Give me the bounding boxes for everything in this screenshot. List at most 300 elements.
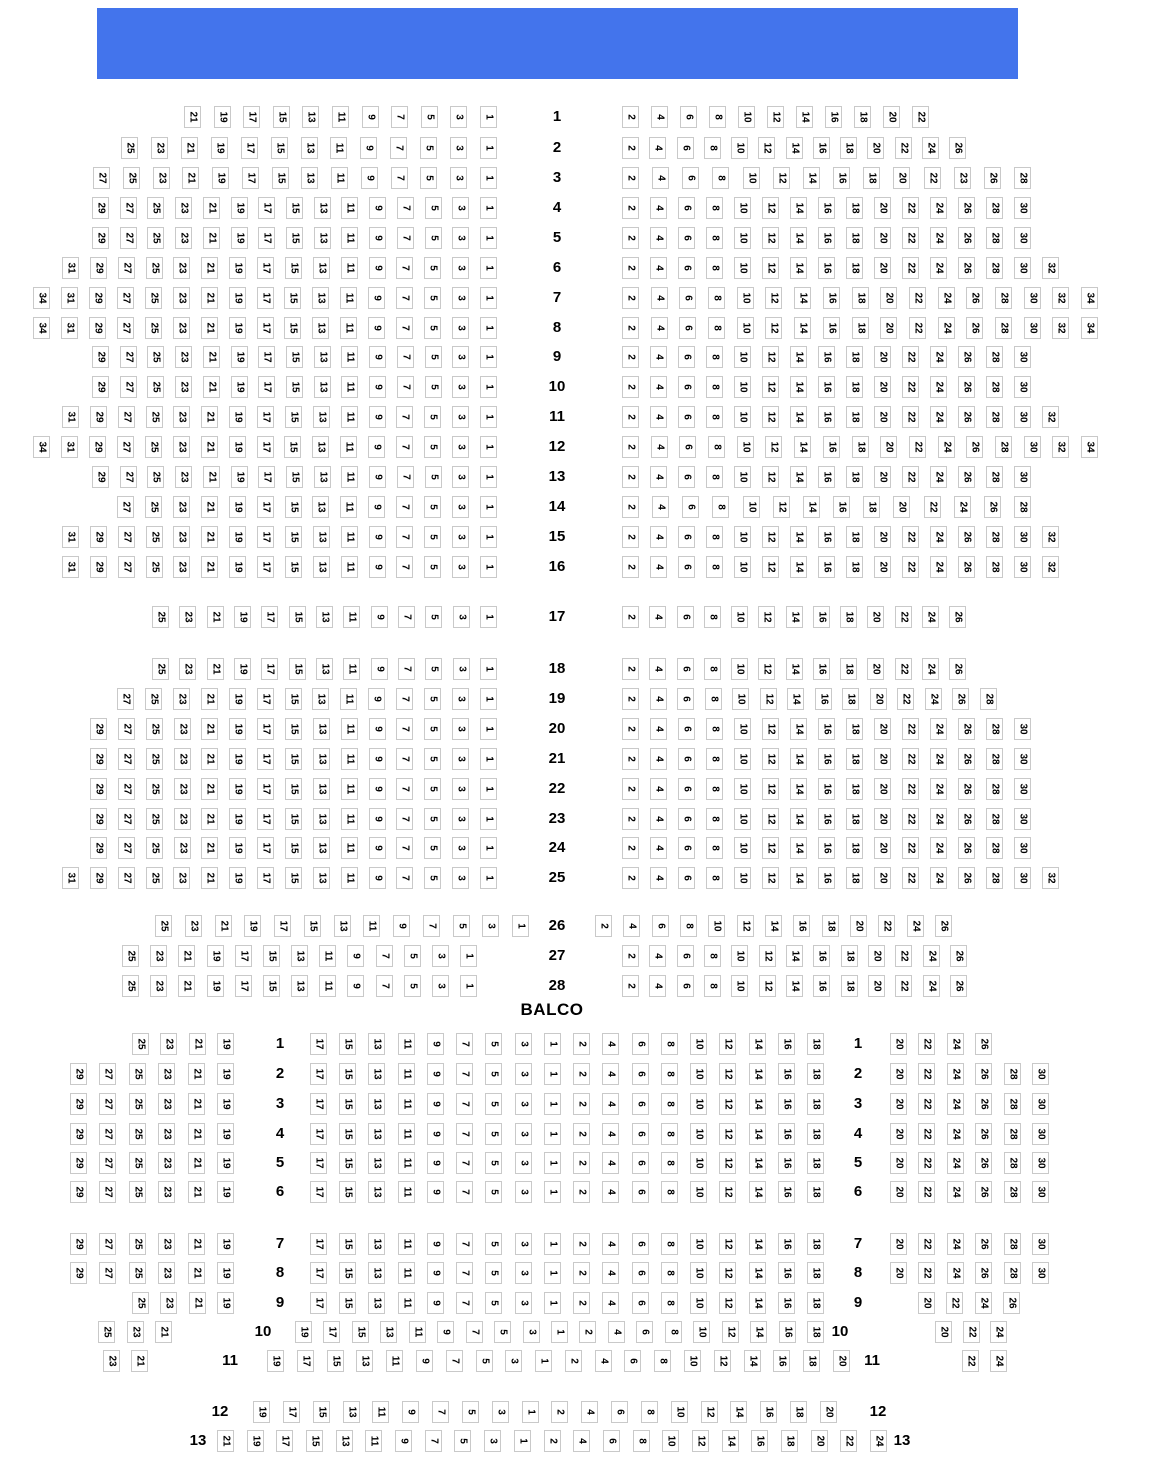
seat[interactable]: [765, 287, 782, 309]
seat[interactable]: [286, 346, 303, 368]
seat[interactable]: [314, 376, 331, 398]
seat[interactable]: [706, 778, 723, 800]
seat[interactable]: [201, 718, 218, 740]
seat[interactable]: [874, 466, 891, 488]
seat[interactable]: [930, 406, 947, 428]
seat[interactable]: [818, 748, 835, 770]
seat[interactable]: [749, 1181, 766, 1203]
seat[interactable]: [398, 1063, 415, 1085]
seat[interactable]: [90, 748, 107, 770]
seat[interactable]: [573, 1063, 590, 1085]
seat[interactable]: [902, 556, 919, 578]
seat[interactable]: [369, 837, 386, 859]
seat[interactable]: [339, 1063, 356, 1085]
seat[interactable]: [1014, 227, 1031, 249]
seat[interactable]: [263, 945, 280, 967]
seat[interactable]: [947, 1123, 964, 1145]
seat[interactable]: [846, 748, 863, 770]
seat[interactable]: [274, 915, 291, 937]
seat[interactable]: [146, 718, 163, 740]
seat[interactable]: [1014, 808, 1031, 830]
seat[interactable]: [731, 606, 748, 628]
seat[interactable]: [975, 1063, 992, 1085]
seat[interactable]: [661, 1292, 678, 1314]
seat[interactable]: [790, 748, 807, 770]
seat[interactable]: [316, 606, 333, 628]
seat[interactable]: [515, 1033, 532, 1055]
seat[interactable]: [263, 975, 280, 997]
seat[interactable]: [652, 915, 669, 937]
seat[interactable]: [117, 688, 134, 710]
seat[interactable]: [652, 167, 669, 189]
seat[interactable]: [291, 975, 308, 997]
seat[interactable]: [90, 808, 107, 830]
seat[interactable]: [1081, 317, 1098, 339]
seat[interactable]: [818, 406, 835, 428]
seat[interactable]: [313, 867, 330, 889]
seat[interactable]: [846, 376, 863, 398]
seat[interactable]: [595, 915, 612, 937]
seat[interactable]: [146, 867, 163, 889]
seat[interactable]: [90, 718, 107, 740]
seat[interactable]: [602, 1063, 619, 1085]
seat[interactable]: [786, 945, 803, 967]
seat[interactable]: [734, 718, 751, 740]
seat[interactable]: [341, 867, 358, 889]
seat[interactable]: [201, 257, 218, 279]
seat[interactable]: [622, 496, 639, 518]
seat[interactable]: [425, 1430, 442, 1452]
seat[interactable]: [404, 945, 421, 967]
seat[interactable]: [257, 556, 274, 578]
seat[interactable]: [184, 106, 201, 128]
seat[interactable]: [380, 1321, 397, 1343]
seat[interactable]: [173, 556, 190, 578]
seat[interactable]: [649, 606, 666, 628]
seat[interactable]: [790, 376, 807, 398]
seat[interactable]: [129, 1063, 146, 1085]
seat[interactable]: [1014, 376, 1031, 398]
seat[interactable]: [708, 287, 725, 309]
seat[interactable]: [947, 1093, 964, 1115]
seat[interactable]: [258, 466, 275, 488]
seat[interactable]: [480, 688, 497, 710]
seat[interactable]: [424, 718, 441, 740]
seat[interactable]: [874, 526, 891, 548]
seat[interactable]: [995, 436, 1012, 458]
seat[interactable]: [902, 197, 919, 219]
seat[interactable]: [203, 227, 220, 249]
seat[interactable]: [397, 466, 414, 488]
seat[interactable]: [313, 1401, 330, 1423]
seat[interactable]: [719, 1033, 736, 1055]
seat[interactable]: [678, 808, 695, 830]
seat[interactable]: [424, 496, 441, 518]
seat[interactable]: [680, 915, 697, 937]
seat[interactable]: [421, 106, 438, 128]
seat[interactable]: [765, 436, 782, 458]
seat[interactable]: [146, 406, 163, 428]
seat[interactable]: [790, 257, 807, 279]
seat[interactable]: [650, 556, 667, 578]
seat[interactable]: [818, 526, 835, 548]
seat[interactable]: [935, 915, 952, 937]
seat[interactable]: [314, 346, 331, 368]
seat[interactable]: [257, 688, 274, 710]
seat[interactable]: [975, 1262, 992, 1284]
seat[interactable]: [986, 466, 1003, 488]
seat[interactable]: [778, 1033, 795, 1055]
seat[interactable]: [650, 837, 667, 859]
seat[interactable]: [880, 436, 897, 458]
seat[interactable]: [778, 1292, 795, 1314]
seat[interactable]: [285, 718, 302, 740]
seat[interactable]: [258, 346, 275, 368]
seat[interactable]: [512, 915, 529, 937]
seat[interactable]: [762, 466, 779, 488]
seat[interactable]: [818, 867, 835, 889]
seat[interactable]: [807, 1233, 824, 1255]
seat[interactable]: [863, 167, 880, 189]
seat[interactable]: [762, 257, 779, 279]
seat[interactable]: [650, 466, 667, 488]
seat[interactable]: [930, 376, 947, 398]
seat[interactable]: [147, 197, 164, 219]
seat[interactable]: [146, 808, 163, 830]
seat[interactable]: [938, 317, 955, 339]
seat[interactable]: [796, 106, 813, 128]
seat[interactable]: [846, 466, 863, 488]
seat[interactable]: [986, 406, 1003, 428]
seat[interactable]: [211, 137, 228, 159]
seat[interactable]: [807, 1093, 824, 1115]
seat[interactable]: [818, 257, 835, 279]
seat[interactable]: [890, 1093, 907, 1115]
seat[interactable]: [423, 915, 440, 937]
seat[interactable]: [120, 227, 137, 249]
seat[interactable]: [632, 1123, 649, 1145]
seat[interactable]: [118, 257, 135, 279]
seat[interactable]: [301, 167, 318, 189]
seat[interactable]: [947, 1033, 964, 1055]
seat[interactable]: [118, 406, 135, 428]
seat[interactable]: [731, 975, 748, 997]
seat[interactable]: [122, 975, 139, 997]
seat[interactable]: [129, 1181, 146, 1203]
seat[interactable]: [257, 496, 274, 518]
seat[interactable]: [341, 526, 358, 548]
seat[interactable]: [396, 778, 413, 800]
seat[interactable]: [341, 556, 358, 578]
seat[interactable]: [902, 808, 919, 830]
seat[interactable]: [678, 346, 695, 368]
seat[interactable]: [174, 778, 191, 800]
seat[interactable]: [706, 406, 723, 428]
seat[interactable]: [314, 227, 331, 249]
seat[interactable]: [924, 496, 941, 518]
seat[interactable]: [840, 137, 857, 159]
seat[interactable]: [339, 1262, 356, 1284]
seat[interactable]: [313, 556, 330, 578]
seat[interactable]: [341, 257, 358, 279]
seat[interactable]: [786, 658, 803, 680]
seat[interactable]: [852, 287, 869, 309]
seat[interactable]: [285, 748, 302, 770]
seat[interactable]: [923, 975, 940, 997]
seat[interactable]: [1014, 748, 1031, 770]
seat[interactable]: [369, 748, 386, 770]
seat[interactable]: [708, 317, 725, 339]
seat[interactable]: [131, 1350, 148, 1372]
seat[interactable]: [103, 1350, 120, 1372]
seat[interactable]: [174, 748, 191, 770]
seat[interactable]: [522, 1401, 539, 1423]
seat[interactable]: [902, 227, 919, 249]
seat[interactable]: [650, 376, 667, 398]
seat[interactable]: [313, 718, 330, 740]
seat[interactable]: [778, 1181, 795, 1203]
seat[interactable]: [352, 1321, 369, 1343]
seat[interactable]: [120, 466, 137, 488]
seat[interactable]: [650, 257, 667, 279]
seat[interactable]: [868, 975, 885, 997]
seat[interactable]: [480, 227, 497, 249]
seat[interactable]: [515, 1181, 532, 1203]
seat[interactable]: [551, 1401, 568, 1423]
seat[interactable]: [719, 1123, 736, 1145]
seat[interactable]: [823, 436, 840, 458]
seat[interactable]: [146, 257, 163, 279]
seat[interactable]: [1024, 317, 1041, 339]
seat[interactable]: [749, 1093, 766, 1115]
seat[interactable]: [958, 466, 975, 488]
seat[interactable]: [188, 1233, 205, 1255]
seat[interactable]: [661, 1233, 678, 1255]
seat[interactable]: [963, 1321, 980, 1343]
seat[interactable]: [398, 1181, 415, 1203]
seat[interactable]: [257, 317, 274, 339]
seat[interactable]: [92, 376, 109, 398]
seat[interactable]: [573, 1262, 590, 1284]
seat[interactable]: [485, 1233, 502, 1255]
seat[interactable]: [895, 658, 912, 680]
seat[interactable]: [719, 1262, 736, 1284]
seat[interactable]: [261, 658, 278, 680]
seat[interactable]: [313, 808, 330, 830]
seat[interactable]: [706, 837, 723, 859]
seat[interactable]: [285, 496, 302, 518]
seat[interactable]: [341, 227, 358, 249]
seat[interactable]: [706, 556, 723, 578]
seat[interactable]: [456, 1152, 473, 1174]
seat[interactable]: [369, 556, 386, 578]
seat[interactable]: [918, 1093, 935, 1115]
seat[interactable]: [453, 915, 470, 937]
seat[interactable]: [602, 1233, 619, 1255]
seat[interactable]: [456, 1123, 473, 1145]
seat[interactable]: [396, 748, 413, 770]
seat[interactable]: [234, 606, 251, 628]
seat[interactable]: [907, 915, 924, 937]
seat[interactable]: [276, 1430, 293, 1452]
seat[interactable]: [690, 1152, 707, 1174]
seat[interactable]: [312, 688, 329, 710]
seat[interactable]: [340, 317, 357, 339]
seat[interactable]: [369, 406, 386, 428]
seat[interactable]: [813, 658, 830, 680]
seat[interactable]: [452, 317, 469, 339]
seat[interactable]: [867, 137, 884, 159]
seat[interactable]: [376, 975, 393, 997]
seat[interactable]: [595, 1350, 612, 1372]
seat[interactable]: [286, 376, 303, 398]
seat[interactable]: [425, 658, 442, 680]
seat[interactable]: [398, 1292, 415, 1314]
seat[interactable]: [677, 658, 694, 680]
seat[interactable]: [790, 346, 807, 368]
seat[interactable]: [654, 1350, 671, 1372]
seat[interactable]: [146, 748, 163, 770]
seat[interactable]: [92, 346, 109, 368]
seat[interactable]: [779, 1321, 796, 1343]
seat[interactable]: [480, 808, 497, 830]
seat[interactable]: [790, 526, 807, 548]
seat[interactable]: [734, 778, 751, 800]
seat[interactable]: [118, 556, 135, 578]
seat[interactable]: [731, 945, 748, 967]
seat[interactable]: [958, 808, 975, 830]
seat[interactable]: [286, 227, 303, 249]
seat[interactable]: [544, 1033, 561, 1055]
seat[interactable]: [602, 1292, 619, 1314]
seat[interactable]: [369, 718, 386, 740]
seat[interactable]: [201, 556, 218, 578]
seat[interactable]: [369, 257, 386, 279]
seat[interactable]: [396, 287, 413, 309]
seat[interactable]: [762, 867, 779, 889]
seat[interactable]: [229, 748, 246, 770]
seat[interactable]: [930, 466, 947, 488]
seat[interactable]: [602, 1181, 619, 1203]
seat[interactable]: [693, 1321, 710, 1343]
seat[interactable]: [790, 1401, 807, 1423]
seat[interactable]: [368, 688, 385, 710]
seat[interactable]: [842, 688, 859, 710]
seat[interactable]: [958, 837, 975, 859]
seat[interactable]: [339, 1292, 356, 1314]
seat[interactable]: [565, 1350, 582, 1372]
seat[interactable]: [897, 688, 914, 710]
seat[interactable]: [99, 1152, 116, 1174]
seat[interactable]: [661, 1033, 678, 1055]
seat[interactable]: [762, 227, 779, 249]
seat[interactable]: [121, 137, 138, 159]
seat[interactable]: [117, 496, 134, 518]
seat[interactable]: [217, 1033, 234, 1055]
seat[interactable]: [397, 227, 414, 249]
seat[interactable]: [175, 376, 192, 398]
seat[interactable]: [749, 1292, 766, 1314]
seat[interactable]: [173, 688, 190, 710]
seat[interactable]: [120, 346, 137, 368]
seat[interactable]: [622, 975, 639, 997]
seat[interactable]: [1014, 556, 1031, 578]
seat[interactable]: [425, 197, 442, 219]
seat[interactable]: [650, 526, 667, 548]
seat[interactable]: [188, 1063, 205, 1085]
seat[interactable]: [61, 287, 78, 309]
seat[interactable]: [677, 975, 694, 997]
seat[interactable]: [289, 606, 306, 628]
seat[interactable]: [446, 1350, 463, 1372]
seat[interactable]: [818, 197, 835, 219]
seat[interactable]: [661, 1262, 678, 1284]
seat[interactable]: [706, 197, 723, 219]
seat[interactable]: [1032, 1181, 1049, 1203]
seat[interactable]: [807, 1123, 824, 1145]
seat[interactable]: [846, 257, 863, 279]
seat[interactable]: [823, 287, 840, 309]
seat[interactable]: [456, 1063, 473, 1085]
seat[interactable]: [285, 778, 302, 800]
seat[interactable]: [484, 1430, 501, 1452]
seat[interactable]: [677, 137, 694, 159]
seat[interactable]: [602, 1093, 619, 1115]
seat[interactable]: [622, 227, 639, 249]
seat[interactable]: [880, 317, 897, 339]
seat[interactable]: [813, 137, 830, 159]
seat[interactable]: [682, 167, 699, 189]
seat[interactable]: [343, 658, 360, 680]
seat[interactable]: [608, 1321, 625, 1343]
seat[interactable]: [958, 227, 975, 249]
seat[interactable]: [229, 436, 246, 458]
seat[interactable]: [930, 718, 947, 740]
seat[interactable]: [369, 466, 386, 488]
seat[interactable]: [790, 867, 807, 889]
seat[interactable]: [427, 1063, 444, 1085]
seat[interactable]: [398, 606, 415, 628]
seat[interactable]: [371, 658, 388, 680]
seat[interactable]: [632, 1033, 649, 1055]
seat[interactable]: [341, 376, 358, 398]
seat[interactable]: [1042, 406, 1059, 428]
seat[interactable]: [958, 748, 975, 770]
seat[interactable]: [704, 658, 721, 680]
seat[interactable]: [678, 837, 695, 859]
seat[interactable]: [622, 606, 639, 628]
seat[interactable]: [895, 975, 912, 997]
seat[interactable]: [986, 837, 1003, 859]
seat[interactable]: [485, 1063, 502, 1085]
seat[interactable]: [924, 167, 941, 189]
seat[interactable]: [460, 975, 477, 997]
seat[interactable]: [452, 496, 469, 518]
seat[interactable]: [201, 526, 218, 548]
seat[interactable]: [70, 1152, 87, 1174]
seat[interactable]: [602, 1152, 619, 1174]
seat[interactable]: [633, 1430, 650, 1452]
seat[interactable]: [678, 556, 695, 578]
seat[interactable]: [706, 227, 723, 249]
seat[interactable]: [427, 1233, 444, 1255]
seat[interactable]: [734, 227, 751, 249]
seat[interactable]: [954, 496, 971, 518]
seat[interactable]: [650, 688, 667, 710]
seat[interactable]: [369, 808, 386, 830]
seat[interactable]: [188, 1181, 205, 1203]
seat[interactable]: [778, 1262, 795, 1284]
